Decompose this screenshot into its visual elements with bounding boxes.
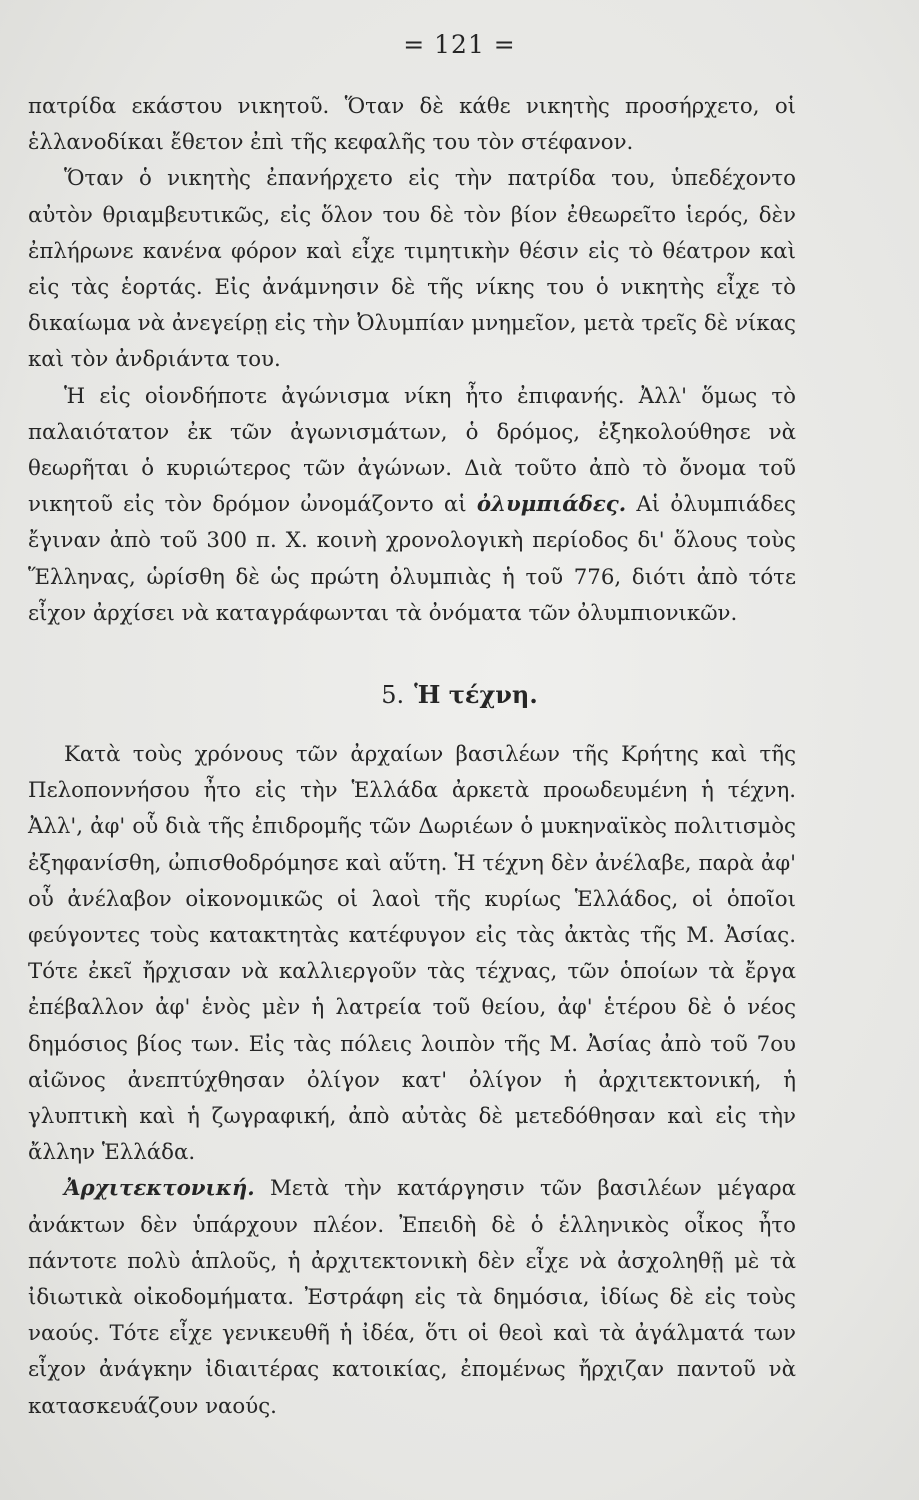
section-title: Ἡ τέχνη. — [414, 680, 538, 709]
paragraph: Κατὰ τοὺς χρόνους τῶν ἀρχαίων βασιλέων τῆς Κρήτης καὶ τῆς Πελοποννήσου ἦτο εἰς τὴν Ἑλλάδα ἀρκετὰ προωδευμένη ἡ τέχνη. Ἀλλ', ἀφ' οὗ διὰ τῆς ἐπιδρομῆς τῶν Δωριέων ὁ μυκηναϊκὸς πολιτισμὸς ἐξηφανίσθη, ὠπισθοδρόμησε καὶ αὕτη. Ἡ τέχνη δὲν ἀνέλαβε, παρὰ ἀφ' οὗ ἀνέλαβον οἰκονομικῶς οἱ λαοὶ τῆς κυρίως Ἑλλάδος, οἱ ὁποῖοι φεύγοντες τοὺς κατακτητὰς κατέφυγον εἰς τὰς ἀκτὰς τῆς Μ. Ἀσίας. Τότε ἐκεῖ ἤρχισαν νὰ καλλιεργοῦν τὰς τέχνας, τῶν ὁποίων τὰ ἔργα ἐπέβαλλον ἀφ' ἑνὸς μὲν ἡ λατρεία τοῦ θείου, ἀφ' ἑτέρου δὲ ὁ νέος δημόσιος βίος των. Εἰς τὰς πόλεις λοιπὸν τῆς Μ. Ἀσίας ἀπὸ τοῦ 7ου αἰῶνος ἀνεπτύχθησαν ὀλίγον κατ' ὀλίγον ἡ ἀρχιτεκτονική, ἡ γλυπτικὴ καὶ ἡ ζωγραφική, ἀπὸ αὐτὰς δὲ μετεδόθησαν καὶ εἰς τὴν ἄλλην Ἑλλάδα. — [28, 742, 796, 1166]
paragraph — [28, 379, 796, 632]
text-block-bottom — [28, 737, 796, 1425]
paragraph: Ὅταν ὁ νικητὴς ἐπανήρχετο εἰς τὴν πατρίδα του, ὑπεδέχοντο αὐτὸν θριαμβευτικῶς, εἰς ὅλον του δὲ τὸν βίον ἐθεωρεῖτο ἱερός, δὲν ἐπλήρωνε κανένα φόρον καὶ εἶχε τιμητικὴν θέσιν εἰς τὸ θέατρον καὶ εἰς τὰς ἑορτάς. Εἰς ἀνάμνησιν δὲ τῆς νίκης του ὁ νικητὴς εἶχε τὸ δικαίωμα νὰ ἀνεγείρῃ εἰς τὴν Ὀλυμπίαν μνημεῖον, μετὰ τρεῖς δὲ νίκας καὶ τὸν ἀνδριάντα του. — [28, 166, 796, 373]
section-heading — [0, 677, 919, 713]
emphasized-term: Ἀρχιτεκτονική. — [64, 1176, 255, 1202]
emphasized-term: ὀλυμπιάδες. — [476, 492, 627, 518]
text-block-top — [28, 89, 796, 632]
page-number: = 121 = — [403, 30, 516, 59]
paragraph-text: Μετὰ τὴν κατάργησιν τῶν βασιλέων μέγαρα ἀνάκτων δὲν ὑπάρχουν πλέον. Ἐπειδὴ δὲ ὁ ἑλληνικὸς οἶκος ἦτο πάντοτε πολὺ ἁπλοῦς, ἡ ἀρχιτεκτονικὴ δὲν εἶχε νὰ ἀσχοληθῇ μὲ τὰ ἰδιωτικὰ οἰκοδομήματα. Ἐστράφη εἰς τὰ δημόσια, ἰδίως δὲ εἰς τοὺς ναούς. Τότε εἶχε γενικευθῆ ἡ ἰδέα, ὅτι οἱ θεοὶ καὶ τὰ ἀγάλματά των εἶχον ἀνάγκην ἰδιαιτέρας κατοικίας, ἐπομένως ἤρχιζαν παντοῦ νὰ κατασκευάζουν ναούς. — [28, 1176, 796, 1419]
paragraph-text: Αἱ ὀλυμπιάδες ἔγιναν ἀπὸ τοῦ 300 π. Χ. κοινὴ χρονολογικὴ περίοδος δι' ὅλους τοὺς Ἕλληνας, ὡρίσθη δὲ ὡς πρώτη ὀλυμπιὰς ἡ τοῦ 776, διότι ἀπὸ τότε εἶχον ἀρχίσει νὰ καταγράφωνται τὰ ὀνόματα τῶν ὀλυμπιονικῶν. — [28, 492, 796, 626]
paragraph-text: Ἡ εἰς οἱονδήποτε ἀγώνισμα νίκη ἦτο ἐπιφανής. Ἀλλ' ὅμως τὸ παλαιότατον ἐκ τῶν ἀγωνισμάτων, ὁ δρόμος, ἐξηκολούθησε νὰ θεωρῆται ὁ κυριώτερος τῶν ἀγώνων. Διὰ τοῦτο ἀπὸ τὸ ὄνομα τοῦ νικητοῦ εἰς τὸν δρόμον ὠνομάζοντο αἱ — [28, 383, 796, 518]
paragraph — [28, 1171, 796, 1424]
section-number: 5. — [381, 681, 405, 709]
paragraph: πατρίδα εκάστου νικητοῦ. Ὅταν δὲ κάθε νικητὴς προσήρχετο, οἱ ἑλλανοδίκαι ἔθετον ἐπὶ τῆς κεφαλῆς του τὸν στέφανον. — [28, 94, 796, 156]
